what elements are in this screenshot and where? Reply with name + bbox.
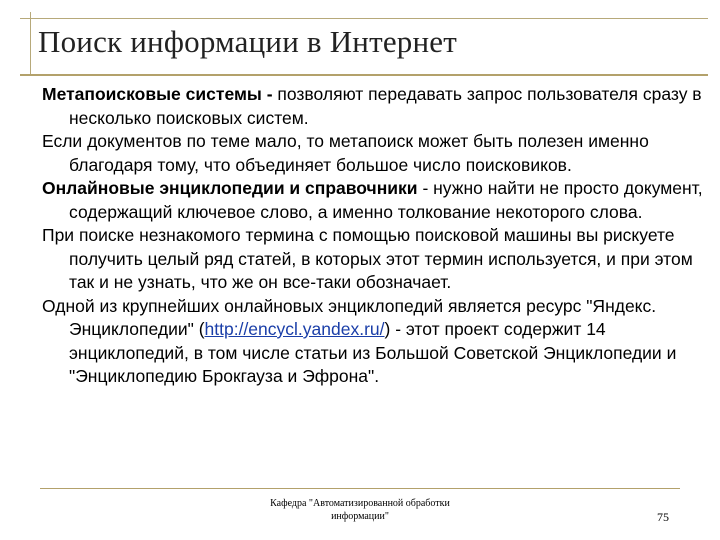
term-metasearch: Метапоисковые системы - xyxy=(42,84,273,104)
paragraph-yandex-after: ) - этот проект содержит 14 энциклопедий, в том числе статьи из Большой Советской Энциклопедии и "Энциклопедию Брокгауза и Эфрона". xyxy=(69,319,677,386)
title-underline xyxy=(20,74,708,76)
frame-left-line xyxy=(30,12,31,74)
slide-body xyxy=(42,83,706,389)
term-encyclopedias: Онлайновые энциклопедии и справочники xyxy=(42,178,418,198)
yandex-encyclopedia-link[interactable]: http://encycl.yandex.ru/ xyxy=(204,319,385,339)
paragraph-metasearch-use: Если документов по теме мало, то метапоиск может быть полезен именно благодаря тому, что объединяет большое число поисковиков. xyxy=(42,131,649,175)
paragraph-yandex-before: Одной из крупнейших онлайновых энциклопедий является ресурс "Яндекс. Энциклопедии" ( xyxy=(42,295,657,339)
footer-line xyxy=(40,488,680,489)
frame-top-line xyxy=(20,18,708,19)
footer-line-2: информации" xyxy=(331,511,389,522)
paragraph-unknown-term: При поиске незнакомого термина с помощью поисковой машины вы рискуете получить целый ряд статей, в которых этот термин используется, и при этом так и не узнать, что же он все-таки обозначает. xyxy=(42,225,693,292)
paragraph-metasearch-text: позволяют передавать запрос пользователя сразу в несколько поисковых систем. xyxy=(69,84,702,128)
paragraph-metasearch xyxy=(42,83,706,130)
slide-title: Поиск информации в Интернет xyxy=(38,24,457,59)
paragraph-encyclopedias-text: - нужно найти не просто документ, содержащий ключевое слово, а именно толкование некоторого слова. xyxy=(69,178,703,222)
paragraph-yandex xyxy=(42,295,706,389)
page-number: 75 xyxy=(657,510,669,524)
paragraph-encyclopedias xyxy=(42,177,706,224)
footer-department xyxy=(230,497,490,523)
footer-line-1: Кафедра "Автоматизированной обработки xyxy=(270,498,450,509)
